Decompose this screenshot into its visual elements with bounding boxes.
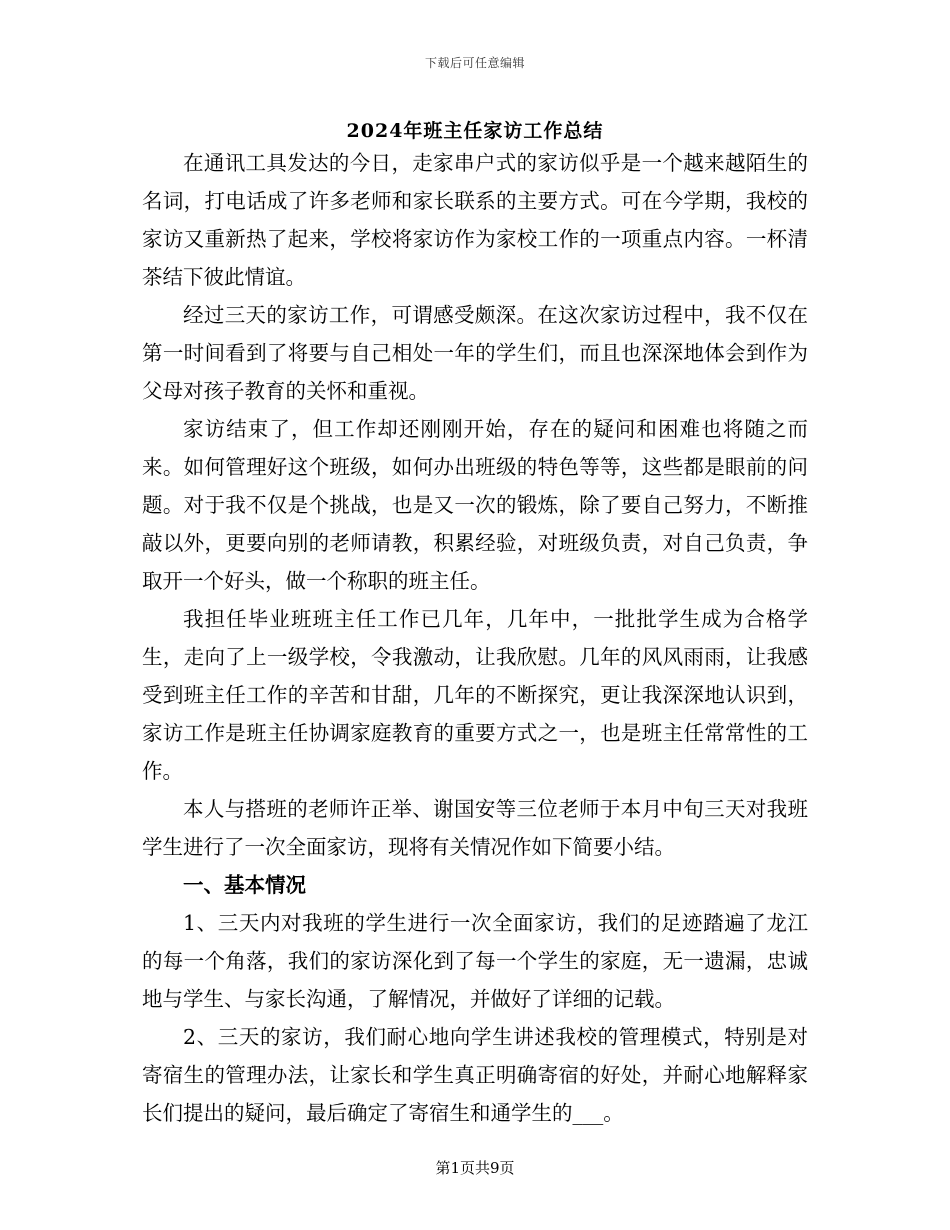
paragraph: 本人与搭班的老师许正举、谢国安等三位老师于本月中旬三天对我班学生进行了一次全面家访，现将有关情况作如下简要小结。	[142, 797, 808, 859]
paragraph: 经过三天的家访工作，可谓感受颇深。在这次家访过程中，我不仅在第一时间看到了将要与自己相处一年的学生们，而且也深深地体会到作为父母对孩子教育的关怀和重视。	[142, 303, 808, 403]
paragraph: 2、三天的家访，我们耐心地向学生讲述我校的管理模式，特别是对寄宿生的管理办法，让家长和学生真正明确寄宿的好处，并耐心地解释家长们提出的疑问，最后确定了寄宿生和通学生的___。	[142, 1025, 808, 1125]
paragraph: 我担任毕业班班主任工作已几年，几年中，一批批学生成为合格学生，走向了上一级学校，令我激动，让我欣慰。几年的风风雨雨，让我感受到班主任工作的辛苦和甘甜，几年的不断探究，更让我深深地认识到，家访工作是班主任协调家庭教育的重要方式之一，也是班主任常常性的工作。	[142, 607, 808, 783]
section-heading: 一、基本情况	[183, 873, 306, 897]
paragraph: 在通讯工具发达的今日，走家串户式的家访似乎是一个越来越陌生的名词，打电话成了许多老师和家长联系的主要方式。可在今学期，我校的家访又重新热了起来，学校将家访作为家校工作的一项重点内容。一杯清茶结下彼此情谊。	[142, 151, 808, 289]
document-title: 2024年班主任家访工作总结	[346, 120, 604, 142]
page-number: 第1页共9页	[435, 1159, 515, 1177]
document-body	[142, 144, 808, 1132]
paragraph: 家访结束了，但工作却还刚刚开始，存在的疑问和困难也将随之而来。如何管理好这个班级，如何办出班级的特色等等，这些都是眼前的问题。对于我不仅是个挑战，也是又一次的锻炼，除了要自己努力，不断推敲以外，更要向别的老师请教，积累经验，对班级负责，对自己负责，争取开一个好头，做一个称职的班主任。	[142, 417, 808, 593]
paragraph: 1、三天内对我班的学生进行一次全面家访，我们的足迹踏遍了龙江的每一个角落，我们的家访深化到了每一个学生的家庭，无一遗漏，忠诚地与学生、与家长沟通，了解情况，并做好了详细的记载。	[142, 911, 808, 1011]
page-header-note: 下载后可任意编辑	[424, 56, 525, 70]
